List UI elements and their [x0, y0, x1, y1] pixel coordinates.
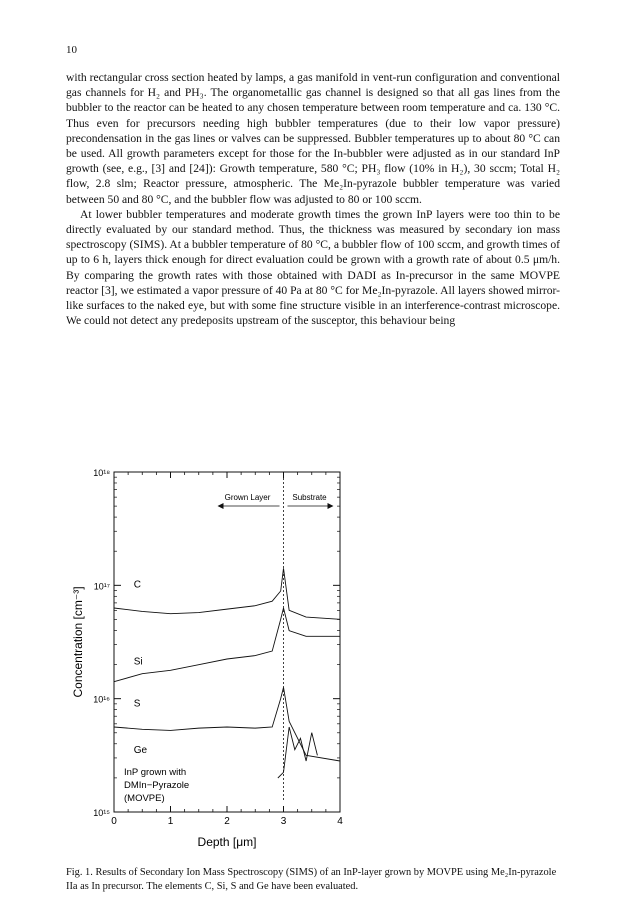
y-tick-label: 10¹⁵: [93, 808, 110, 818]
series-label-si: Si: [133, 656, 143, 668]
substrate-arrowhead: [328, 503, 334, 509]
series-label-s: S: [133, 698, 141, 710]
y-axis-label: Concentration [cm⁻³]: [71, 586, 85, 698]
page-number: 10: [66, 44, 77, 56]
grown-layer-arrowhead: [218, 503, 224, 509]
y-tick-label: 10¹⁸: [93, 468, 110, 478]
series-line-c: [114, 568, 340, 619]
series-line-s: [114, 687, 340, 761]
sample-note-line-2: DMIn−Pyrazole: [124, 780, 190, 791]
sample-note-line-3: (MOVPE): [124, 793, 165, 804]
paragraph-1: with rectangular cross section heated by lamps, a gas manifold in vent-run configuration and conventional gas channels for H₂ and PH₃. The organometallic gas channel is designed so that all gas lines from the bubbler to the reactor can be heated to any chosen temperature between room temperature and ca. 130 °C. Thus even for precursors needing high bubbler temperatures (due to their low vapor pressure) precondensation in the gas lines or valves can be suppressed. Bubbler temperatures up to about 80 °C can be used. All growth parameters except for those for the In-bubbler were adjusted as in our standard InP growth (see, e.g., [3] and [24]): Growth temperature, 580 °C; PH₃ flow (10% in H₂), 30 sccm; Total H₂ flow, 2.8 slm; Reactor pressure, atmospheric. The Me₂In-pyrazole bubbler temperature was varied between 50 and 80 °C, and the bubbler flow was adjusted to 80 or 100 sccm.: [66, 71, 560, 206]
substrate-label: Substrate: [292, 493, 327, 502]
sample-note-line-1: InP grown with: [124, 767, 187, 778]
y-tick-label: 10¹⁷: [93, 581, 110, 592]
series-label-c: C: [133, 579, 142, 591]
data-series: [114, 568, 340, 778]
y-tick-label: 10¹⁶: [93, 694, 110, 705]
body-text: [66, 70, 560, 328]
x-tick-label: 0: [111, 816, 117, 827]
sims-figure: [66, 462, 366, 862]
x-tick-label: 3: [280, 816, 287, 827]
sims-chart: [66, 462, 366, 862]
figure-caption: Fig. 1. Results of Secondary Ion Mass Spectroscopy (SIMS) of an InP-layer grown by MOVPE using Me₂In-pyrazole IIa as In precursor. The elements C, Si, S and Ge have been evaluated.: [66, 867, 557, 892]
x-tick-label: 1: [167, 816, 174, 827]
series-line-si: [114, 608, 340, 682]
grown-layer-label: Grown Layer: [224, 493, 271, 502]
x-tick-label: 4: [337, 816, 343, 827]
x-tick-label: 2: [224, 816, 230, 827]
paragraph-2: At lower bubbler temperatures and moderate growth times the grown InP layers were too thin to be directly evaluated by our standard method. Thus, the thickness was measured by secondary ion mass spectroscopy (SIMS). At a bubbler temperature of 80 °C, a bubbler flow of 100 sccm, and growth times of up to 6 h, layers thick enough for direct evaluation could be grown with a growth rate of about 0.5 μm/h. By comparing the growth rates with those obtained with DADI as In-precursor in the same MOVPE reactor [3], we estimated a vapor pressure of 40 Pa at 80 °C for Me₂In-pyrazole. All layers showed mirror-like surfaces to the naked eye, but with some fine structure visible in an interference-contrast microscope. We could not detect any predeposits upstream of the susceptor, this behaviour being: [66, 207, 560, 328]
x-axis-label: Depth [μm]: [197, 835, 257, 849]
series-label-ge: Ge: [133, 745, 148, 757]
